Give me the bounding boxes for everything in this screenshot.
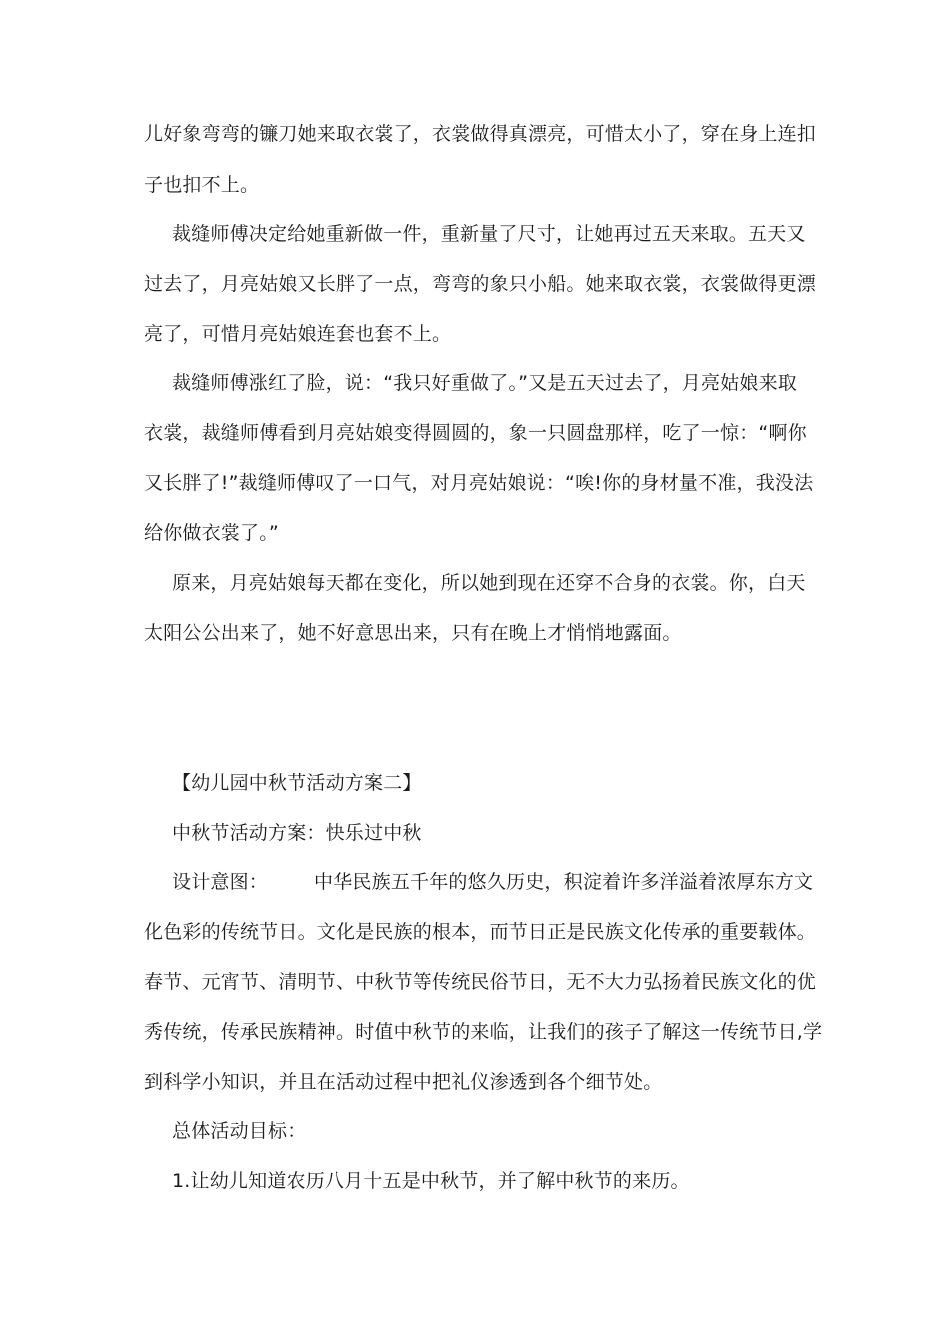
story-p2-line-3: 亮了，可惜月亮姑娘连套也套不上。	[144, 323, 452, 345]
story-p4-line-1: 原来，月亮姑娘每天都在变化，所以她到现在还穿不合身的衣裳。你，白天	[172, 572, 806, 594]
intent-line-4: 秀传统，传承民族精神。时值中秋节的来临，让我们的孩子了解这一传统节日,学	[144, 1021, 823, 1043]
goals-label: 总体活动目标：	[172, 1120, 307, 1142]
story-p1-line-2: 子也扣不上。	[144, 174, 260, 196]
plan-subtitle: 中秋节活动方案：快乐过中秋	[172, 822, 422, 844]
story-p1-line-1: 儿好象弯弯的镰刀她来取衣裳了，衣裳做得真漂亮，可惜太小了，穿在身上连扣	[144, 123, 817, 145]
intent-line-5: 到科学小知识，并且在活动过程中把礼仪渗透到各个细节处。	[144, 1071, 663, 1093]
intent-text-1: 中华民族五千年的悠久历史，积淀着许多洋溢着浓厚东方文	[314, 871, 814, 893]
intent-line-1	[172, 869, 813, 895]
intent-line-2: 化色彩的传统节日。文化是民族的根本，而节日正是民族文化传承的重要载体。	[144, 921, 817, 943]
story-p2-line-1: 裁缝师傅决定给她重新做一件，重新量了尺寸，让她再过五天来取。五天又	[172, 223, 806, 245]
story-p3-line-4: 给你做衣裳了。”	[144, 522, 279, 544]
goal-1: 1.让幼儿知道农历八月十五是中秋节，并了解中秋节的来历。	[172, 1170, 690, 1192]
plan-heading: 【幼儿园中秋节活动方案二】	[172, 772, 422, 794]
story-p2-line-2: 过去了，月亮姑娘又长胖了一点，弯弯的象只小船。她来取衣裳，衣裳做得更漂	[144, 273, 817, 295]
intent-label: 设计意图：	[172, 871, 269, 893]
story-p4-line-2: 太阳公公出来了，她不好意思出来，只有在晚上才悄悄地露面。	[144, 622, 682, 644]
story-p3-line-1: 裁缝师傅涨红了脸，说：“我只好重做了。”又是五天过去了，月亮姑娘来取	[172, 372, 797, 394]
story-p3-line-3: 又长胖了!”裁缝师傅叹了一口气，对月亮姑娘说：“唉!你的身材量不准，我没法	[144, 472, 814, 494]
story-p3-line-2: 衣裳，裁缝师傅看到月亮姑娘变得圆圆的，象一只圆盘那样，吃了一惊：“啊你	[144, 422, 807, 444]
intent-line-3: 春节、元宵节、清明节、中秋节等传统民俗节日，无不大力弘扬着民族文化的优	[144, 971, 817, 993]
